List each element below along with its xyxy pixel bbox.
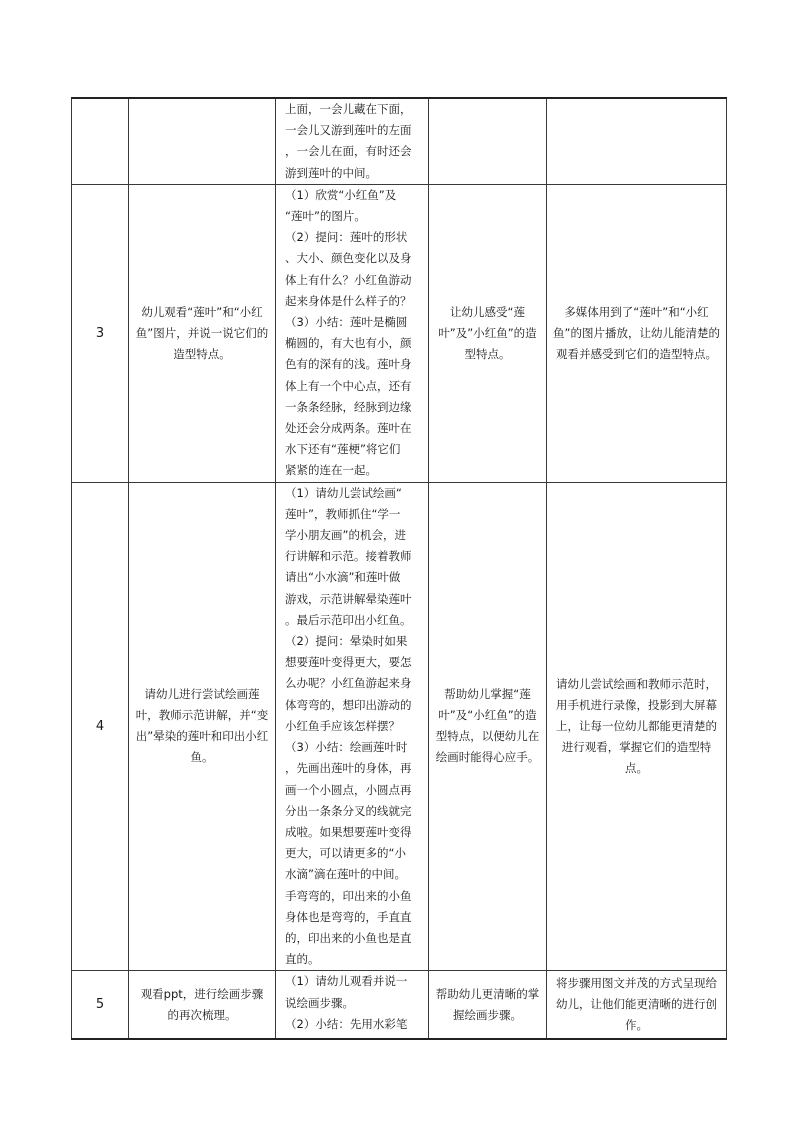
process-cell xyxy=(276,184,429,482)
media-cell: 将步骤用图文并茂的方式呈现给幼儿，让他们能更清晰的进行创作。 xyxy=(547,971,727,1040)
process-cell xyxy=(276,482,429,971)
process-cell xyxy=(276,971,429,1040)
process-text: 上面，一会儿藏在下面， 一会儿又游到莲叶的左面 ，一会儿在面，有时还会 游到莲叶的中间。 xyxy=(285,102,412,180)
process-text: （1）请幼儿观看并说一 说绘画步骤。 （2）小结：先用水彩笔 xyxy=(285,974,408,1031)
process-text: （1）欣赏“小红鱼”及 “莲叶”的图片。 （2）提问：莲叶的形状 、大小、颜色变化以及身 体上有什么？小红鱼游动 起来身体是什么样子的？ （3）小结：莲叶是椭圆 椭圆的，有大也有小，颜 色有的深有的浅。莲叶身 体上有一个中心点，还有 一条条经脉，经脉到边缘 处还会分成两条。莲叶在 水下还有“莲梗”将它们 紧紧的连在一起。 xyxy=(285,187,412,478)
media-cell: 请幼儿尝试绘画和教师示范时，用手机进行录像，投影到大屏幕上，让每一位幼儿都能更清楚的进行观看，掌握它们的造型特点。 xyxy=(547,482,727,971)
table-row xyxy=(72,184,727,482)
purpose-cell: 让幼儿感受“莲叶”及”小红鱼”的造型特点。 xyxy=(429,184,547,482)
media-cell xyxy=(547,98,727,184)
table-row xyxy=(72,971,727,1040)
activity-cell: 请幼儿进行尝试绘画莲叶，教师示范讲解，并“变出”晕染的莲叶和印出小红鱼。 xyxy=(129,482,276,971)
purpose-cell: 帮助幼儿更清晰的掌握绘画步骤。 xyxy=(429,971,547,1040)
row-number-cell: 4 xyxy=(72,482,129,971)
table-row xyxy=(72,482,727,971)
media-cell: 多媒体用到了“莲叶”和“小红鱼”的图片播放，让幼儿能清楚的观看并感受到它们的造型特点。 xyxy=(547,184,727,482)
row-number-cell: 5 xyxy=(72,971,129,1040)
process-cell xyxy=(276,98,429,184)
purpose-cell: 帮助幼儿掌握“莲叶”及“小红鱼”的造型特点，以便幼儿在绘画时能得心应手。 xyxy=(429,482,547,971)
process-text: （1）请幼儿尝试绘画“ 莲叶”，教师抓住“学一 学小朋友画”的机会，进 行讲解和示范。接着教师 请出“小水滴”和莲叶做 游戏，示范讲解晕染莲叶 。最后示范印出小红鱼。 （2）提问：晕染时如果 想要莲叶变得更大，要怎 么办呢？小红鱼游起来身 体弯弯的，想印出游动的 小红鱼手应该怎样摆？ （3）小结：绘画莲叶时 ，先画出莲叶的身体，再 画一个小圆点，小圆点再 分出一条条分叉的线就完 成啦。如果想要莲叶变得 更大，可以请更多的“小 水滴”滴在莲叶的中间。 手弯弯的，印出来的小鱼 身体也是弯弯的，手直直 的，印出来的小鱼也是直 直的。 xyxy=(285,485,412,967)
activity-cell: 观看ppt，进行绘画步骤的再次梳理。 xyxy=(129,971,276,1040)
lesson-plan-table xyxy=(71,97,727,1040)
table-row xyxy=(72,98,727,184)
row-number-cell xyxy=(72,98,129,184)
activity-cell xyxy=(129,98,276,184)
row-number-cell: 3 xyxy=(72,184,129,482)
activity-cell: 幼儿观看“莲叶”和“小红鱼”图片，并说一说它们的造型特点。 xyxy=(129,184,276,482)
purpose-cell xyxy=(429,98,547,184)
